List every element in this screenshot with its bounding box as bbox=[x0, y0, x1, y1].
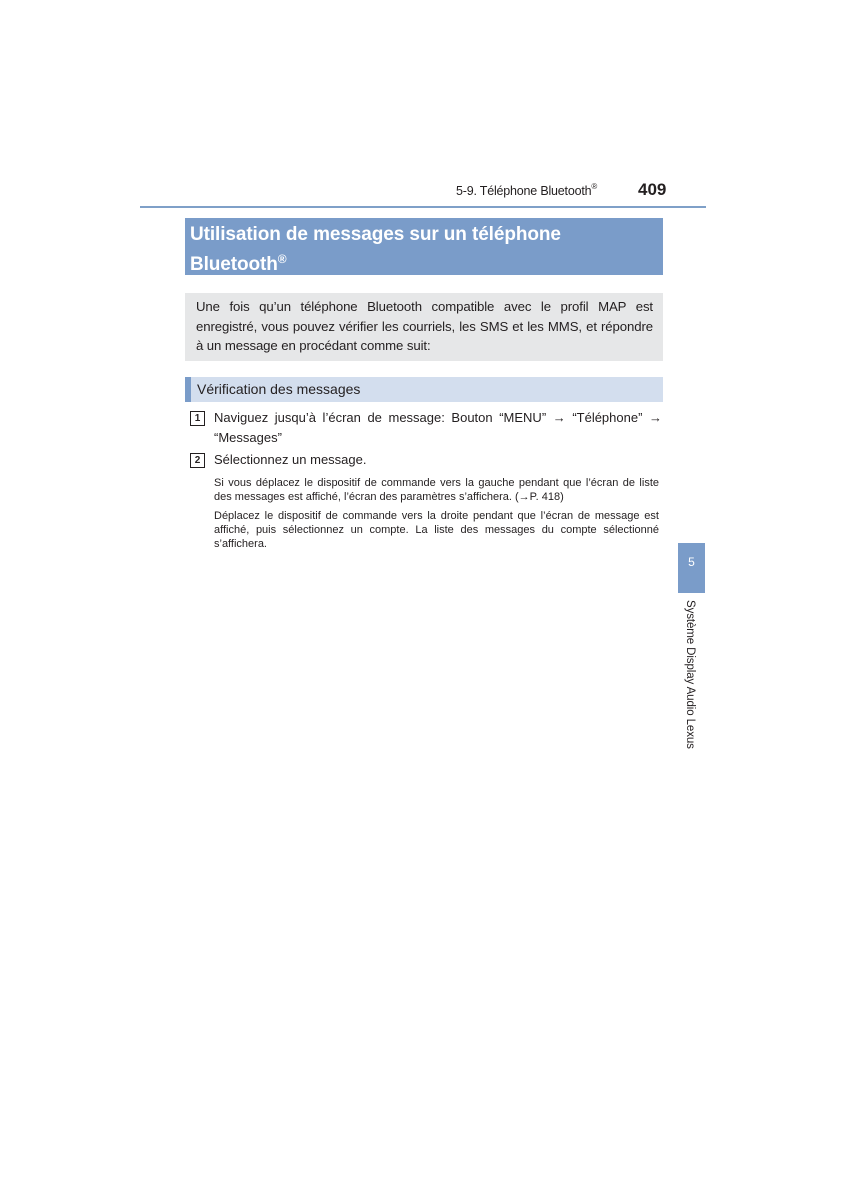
intro-text: Une fois qu’un téléphone Bluetooth compatible avec le profil MAP est enregistré, vous pouvez vérifier les courriels, les SMS et les MMS, et répondre à un message en procédant comme suit: bbox=[196, 299, 653, 353]
chapter-tab-label: Système Display Audio Lexus bbox=[684, 600, 696, 749]
step-number-2: 2 bbox=[190, 453, 205, 468]
chapter-tab bbox=[678, 543, 705, 593]
subheading-box bbox=[185, 377, 663, 402]
note-1: Si vous déplacez le dispositif de commande vers la gauche pendant que l’écran de liste des messages est affiché, l’écran des paramètres s’affichera. (→P. 418) bbox=[214, 477, 659, 503]
step-text-2: Sélectionnez un message. bbox=[214, 452, 367, 467]
header-divider bbox=[140, 206, 706, 208]
section-label: 5-9. Téléphone Bluetooth® bbox=[456, 182, 598, 198]
chapter-tab-number: 5 bbox=[688, 555, 695, 569]
subheading-accent-bar bbox=[185, 377, 191, 402]
step-text-1: Naviguez jusqu’à l’écran de message: Bouton “MENU” → “Téléphone” → “Messages” bbox=[214, 410, 662, 445]
page-title-box bbox=[185, 218, 663, 275]
page-title: Utilisation de messages sur un téléphone Bluetooth® bbox=[190, 224, 561, 275]
intro-box bbox=[185, 293, 663, 361]
note-2: Déplacez le dispositif de commande vers la droite pendant que l’écran de message est affiché, puis sélectionnez un compte. La liste des messages du compte sélectionné s’affichera. bbox=[214, 510, 659, 550]
step-number-1: 1 bbox=[190, 411, 205, 426]
page-number: 409 bbox=[638, 180, 667, 199]
subheading: Vérification des messages bbox=[197, 381, 361, 397]
